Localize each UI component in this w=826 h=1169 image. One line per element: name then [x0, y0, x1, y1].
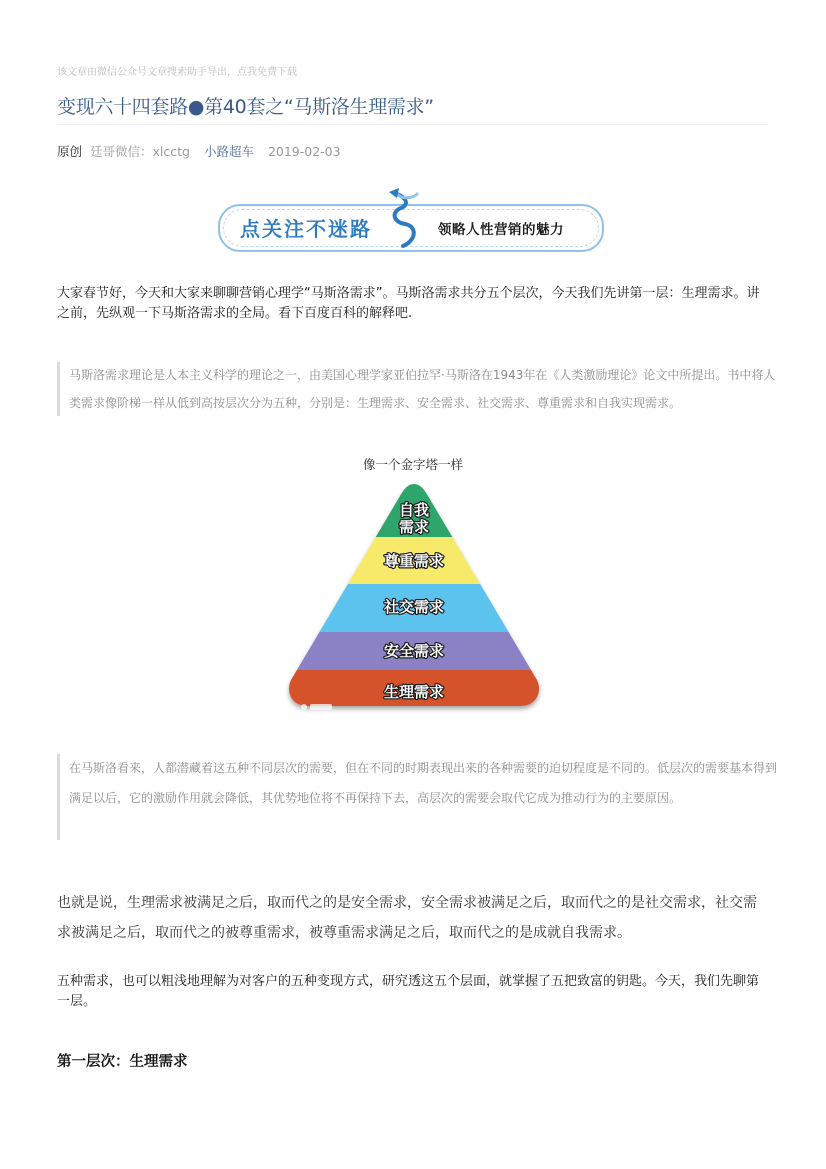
banner-left-text: 点关注不迷路: [240, 217, 372, 241]
paragraph-five-needs: 五种需求，也可以粗浅地理解为对客户的五种变现方式，研究透这五个层面，就掌握了五把致富的钥匙。今天，我们先聊第一层。: [57, 974, 760, 1009]
label-safety: 安全需求: [383, 642, 445, 660]
quote-maslow: [57, 754, 781, 840]
label-self-1: 自我: [398, 501, 430, 519]
quote-baidu-text: 马斯洛需求理论是人本主义科学的理论之一，由美国心理学家亚伯拉罕·马斯洛在1943年在《人类激励理论》论文中所提出。书中将人类需求像阶梯一样从低到高按层次分为五种，分别是：生理需求、安全需求、社交需求、尊重需求和自我实现需求。: [69, 368, 776, 410]
label-self-2: 需求: [398, 518, 430, 536]
author-name: 廷哥微信：xlcctg: [90, 144, 190, 159]
quote-maslow-text: 在马斯洛看来，人都潜藏着这五种不同层次的需要，但在不同的时期表现出来的各种需要的迫切程度是不同的。低层次的需要基本得到满足以后，它的激励作用就会降低，其优势地位将不再保持下去，高层次的需要会取代它成为推动行为的主要原因。: [69, 761, 778, 805]
article-meta: [57, 142, 341, 160]
export-note-link[interactable]: 该文章由微信公众号文章搜索助手导出，点我免费下载: [57, 67, 297, 78]
section-heading: 第一层次：生理需求: [57, 1053, 188, 1070]
label-social: 社交需求: [383, 598, 445, 616]
paragraph-sequence: 也就是说，生理需求被满足之后，取而代之的是安全需求，安全需求被满足之后，取而代之的是社交需求，社交需求被满足之后，取而代之的被尊重需求，被尊重需求满足之后，取而代之的是成就自我需求。: [57, 895, 757, 941]
follow-banner: [218, 186, 604, 252]
label-physiological: 生理需求: [383, 683, 445, 701]
image-watermark: [301, 704, 332, 710]
figure-caption: 像一个金字塔一样: [362, 457, 463, 472]
account-link[interactable]: 小路超车: [203, 144, 254, 159]
quote-baidu: [57, 362, 781, 416]
maslow-pyramid-figure: [284, 484, 544, 714]
title-divider: [57, 124, 769, 125]
label-esteem: 尊重需求: [383, 552, 445, 570]
swirl-arrow-icon: [383, 186, 423, 250]
original-label: 原创: [57, 144, 83, 159]
banner-right-text: 领略人性营销的魅力: [438, 222, 564, 238]
publish-date: 2019-02-03: [267, 144, 341, 159]
intro-paragraph: 大家春节好，今天和大家来聊聊营销心理学“马斯洛需求”。马斯洛需求共分五个层次，今天我们先讲第一层：生理需求。讲之前，先纵观一下马斯洛需求的全局。看下百度百科的解释吧.: [57, 286, 760, 321]
article-title: 变现六十四套路●第40套之“马斯洛生理需求”: [57, 96, 434, 118]
